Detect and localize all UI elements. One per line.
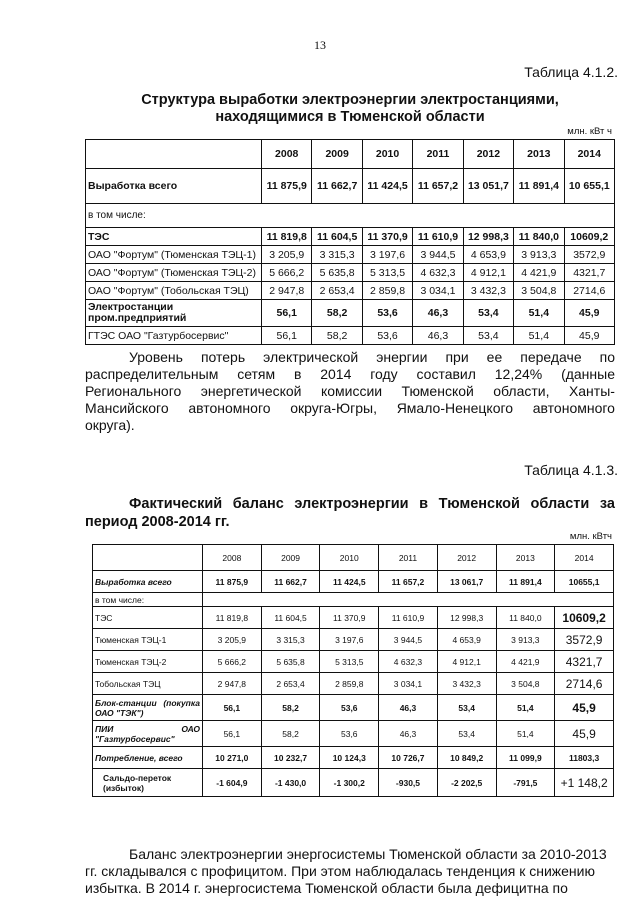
word: 2014 <box>320 366 352 382</box>
table1-header-row <box>86 140 615 169</box>
table1-year: 2010 <box>362 140 412 169</box>
cell: 58,2 <box>261 695 320 721</box>
row-label-line1: Сальдо-переток <box>103 772 172 783</box>
cell: 3 432,3 <box>463 282 513 300</box>
table1-year: 2011 <box>413 140 463 169</box>
word: передаче <box>520 349 582 365</box>
cell: 11 604,5 <box>312 228 362 246</box>
table1-year: 2008 <box>262 140 312 169</box>
table2-year: 2009 <box>261 545 320 571</box>
table-row <box>93 673 614 695</box>
cell: 10 271,0 <box>203 747 262 769</box>
cell: 13 051,7 <box>463 169 513 204</box>
word: 12,24% <box>494 366 543 382</box>
cell: 56,1 <box>203 721 262 747</box>
word: ПИИ <box>95 723 114 734</box>
cell: 2714,6 <box>555 673 614 695</box>
table2-unit: млн. кВтч <box>569 531 612 542</box>
word: ее <box>486 349 503 365</box>
cell: 51,4 <box>496 695 555 721</box>
cell: -791,5 <box>496 769 555 797</box>
word: баланс <box>232 496 284 512</box>
row-label-line1: Электростанции <box>88 301 174 313</box>
row-label-line2: "Газтурбосервис" <box>95 733 175 744</box>
word: автономного <box>188 400 271 416</box>
cell: 4321,7 <box>564 264 614 282</box>
table-row <box>86 169 615 204</box>
row-label: в том числе: <box>86 204 615 228</box>
cell: 4 653,9 <box>463 246 513 264</box>
cell: 11 604,5 <box>261 607 320 629</box>
row-label-line2: ОАО "ТЭК") <box>95 707 144 718</box>
table-row <box>86 327 615 345</box>
cell: 5 313,5 <box>362 264 412 282</box>
word: энергии <box>376 349 428 365</box>
cell: 3 432,3 <box>437 673 496 695</box>
cell: 11 657,2 <box>413 169 463 204</box>
cell: 3 504,8 <box>496 673 555 695</box>
row-label-line1 <box>95 724 200 734</box>
cell: 3 944,5 <box>413 246 463 264</box>
cell: 3 504,8 <box>514 282 564 300</box>
table2-year: 2008 <box>203 545 262 571</box>
paragraph1-line1 <box>85 349 615 366</box>
table-row <box>86 282 615 300</box>
row-label: ТЭС <box>86 228 262 246</box>
row-label: Тобольская ТЭЦ <box>93 673 203 695</box>
word: округа-Югры, <box>290 400 377 416</box>
cell: 10 726,7 <box>379 747 438 769</box>
cell: 46,3 <box>379 721 438 747</box>
cell: 11 875,9 <box>262 169 312 204</box>
cell: 46,3 <box>413 327 463 345</box>
cell: -2 202,5 <box>437 769 496 797</box>
cell: 5 635,8 <box>312 264 362 282</box>
paragraph2-line2: гг. складывался с профицитом. При этом наблюдалась тенденция к снижению <box>85 863 595 879</box>
paragraph2-line1: Баланс электроэнергии энергосистемы Тюменской области за 2010-2013 <box>129 846 607 862</box>
cell: -930,5 <box>379 769 438 797</box>
table-row <box>93 607 614 629</box>
cell: 12 998,3 <box>463 228 513 246</box>
table2-label: Таблица 4.1.3. <box>524 462 618 478</box>
table2-year: 2013 <box>496 545 555 571</box>
cell: 58,2 <box>312 327 362 345</box>
cell: +1 148,2 <box>555 769 614 797</box>
cell: 11 662,7 <box>312 169 362 204</box>
cell: 4 421,9 <box>496 651 555 673</box>
cell: 53,6 <box>362 300 412 327</box>
word: области, <box>493 383 550 399</box>
cell: -1 430,0 <box>261 769 320 797</box>
cell: 56,1 <box>203 695 262 721</box>
row-label: ОАО "Фортум" (Тобольская ТЭЦ) <box>86 282 262 300</box>
word: Блок-станции <box>95 697 157 708</box>
word: за <box>599 496 615 512</box>
cell: 46,3 <box>379 695 438 721</box>
cell: 11803,3 <box>555 747 614 769</box>
cell: 2 947,8 <box>262 282 312 300</box>
cell: 3 205,9 <box>262 246 312 264</box>
cell: 46,3 <box>413 300 463 327</box>
cell: -1 300,2 <box>320 769 379 797</box>
cell: -1 604,9 <box>203 769 262 797</box>
table-row <box>86 300 615 327</box>
cell: 5 313,5 <box>320 651 379 673</box>
paragraph1-line4 <box>85 400 615 417</box>
cell: 11 819,8 <box>262 228 312 246</box>
cell: 45,9 <box>555 721 614 747</box>
table1-title-line1: Структура выработки электроэнергии электростанциями, <box>141 92 559 108</box>
cell: 53,4 <box>437 695 496 721</box>
cell: 2 859,8 <box>320 673 379 695</box>
table-row <box>86 204 615 228</box>
table-row <box>93 593 614 607</box>
cell: 4 912,1 <box>463 264 513 282</box>
table2-title-line1 <box>85 495 615 513</box>
cell: 3 034,1 <box>413 282 463 300</box>
cell: 11 610,9 <box>379 607 438 629</box>
row-label-line1 <box>95 698 200 708</box>
cell: 53,6 <box>362 327 412 345</box>
word: сетям <box>237 366 276 382</box>
row-label: Тюменская ТЭЦ-1 <box>93 629 203 651</box>
table2-header-blank <box>93 545 203 571</box>
cell: 11 662,7 <box>261 571 320 593</box>
cell: 5 635,8 <box>261 651 320 673</box>
cell: 58,2 <box>261 721 320 747</box>
cell: 10 655,1 <box>564 169 614 204</box>
cell: 3 205,9 <box>203 629 262 651</box>
cell: 4 632,3 <box>379 651 438 673</box>
row-label <box>93 769 203 797</box>
cell: 11 875,9 <box>203 571 262 593</box>
cell: 4 632,3 <box>413 264 463 282</box>
word: Мансийского <box>85 400 169 416</box>
cell: 2 653,4 <box>312 282 362 300</box>
cell: 11 891,4 <box>496 571 555 593</box>
cell: 51,4 <box>496 721 555 747</box>
table-row <box>93 571 614 593</box>
row-label: ОАО "Фортум" (Тюменская ТЭЦ-2) <box>86 264 262 282</box>
table-row <box>93 629 614 651</box>
word: Регионального <box>85 383 182 399</box>
cell: 5 666,2 <box>262 264 312 282</box>
row-label: Выработка всего <box>93 571 203 593</box>
table1-title-line2: находящимися в Тюменской области <box>215 109 485 125</box>
cell: 11 819,8 <box>203 607 262 629</box>
table2-year: 2014 <box>555 545 614 571</box>
table-row <box>93 651 614 673</box>
cell: 4 912,1 <box>437 651 496 673</box>
word: ОАО <box>181 723 200 734</box>
cell: 2 859,8 <box>362 282 412 300</box>
cell: 10 232,7 <box>261 747 320 769</box>
cell: 3 944,5 <box>379 629 438 651</box>
cell: 3 913,3 <box>514 246 564 264</box>
word: области <box>530 496 590 512</box>
table2 <box>92 544 614 797</box>
table-row <box>93 747 614 769</box>
cell: 4 653,9 <box>437 629 496 651</box>
cell: 2 653,4 <box>261 673 320 695</box>
word: потерь <box>200 349 246 365</box>
cell: 3572,9 <box>564 246 614 264</box>
table1 <box>85 139 615 345</box>
word: Уровень <box>129 349 183 365</box>
row-label: Потребление, всего <box>93 747 203 769</box>
cell: 2 947,8 <box>203 673 262 695</box>
word: году <box>370 366 398 382</box>
table1-unit: млн. кВт ч <box>567 126 612 137</box>
cell: 10609,2 <box>564 228 614 246</box>
table1-year: 2009 <box>312 140 362 169</box>
word: Тюменской <box>438 496 520 512</box>
word: энергетической <box>200 383 302 399</box>
cell: 58,2 <box>312 300 362 327</box>
table-row <box>93 769 614 797</box>
cell: 4321,7 <box>555 651 614 673</box>
cell: 45,9 <box>564 327 614 345</box>
table2-title-line2: период 2008-2014 гг. <box>85 514 230 530</box>
paragraph1-line5: округа). <box>85 417 135 433</box>
cell: 3 034,1 <box>379 673 438 695</box>
page-number: 13 <box>314 38 326 52</box>
table2-year: 2011 <box>379 545 438 571</box>
word: распределительным <box>85 366 219 382</box>
cell: 53,4 <box>463 300 513 327</box>
cell: 3 913,3 <box>496 629 555 651</box>
table2-header-row <box>93 545 614 571</box>
cell: 51,4 <box>514 327 564 345</box>
word: Ямало-Ненецкого <box>396 400 514 416</box>
row-label: ТЭС <box>93 607 203 629</box>
paragraph2-line3: избытка. В 2014 г. энергосистема Тюменской области была дефицитна по <box>85 880 568 896</box>
cell: 53,6 <box>320 695 379 721</box>
word: комиссии <box>320 383 383 399</box>
cell: 3 197,6 <box>320 629 379 651</box>
cell: 11 370,9 <box>320 607 379 629</box>
row-label-line2: (избыток) <box>103 782 144 793</box>
paragraph2 <box>85 846 615 897</box>
word: Ханты- <box>568 383 615 399</box>
table1-label: Таблица 4.1.2. <box>524 64 618 80</box>
cell: 4 421,9 <box>514 264 564 282</box>
cell: 11 840,0 <box>496 607 555 629</box>
table-row <box>93 721 614 747</box>
cell: 3 315,3 <box>312 246 362 264</box>
row-label: ОАО "Фортум" (Тюменская ТЭЦ-1) <box>86 246 262 264</box>
paragraph1-line3 <box>85 383 615 400</box>
cell: 3 315,3 <box>261 629 320 651</box>
table2-year: 2010 <box>320 545 379 571</box>
cell: 11 891,4 <box>514 169 564 204</box>
word: в <box>419 496 429 512</box>
row-label <box>93 695 203 721</box>
word: при <box>445 349 469 365</box>
cell: 12 998,3 <box>437 607 496 629</box>
cell: 13 061,7 <box>437 571 496 593</box>
cell: 11 099,9 <box>496 747 555 769</box>
row-label: ГТЭС ОАО "Газтурбосервис" <box>86 327 262 345</box>
paragraph1 <box>85 349 615 434</box>
cell: 5 666,2 <box>203 651 262 673</box>
table1-year: 2014 <box>564 140 614 169</box>
row-label <box>86 300 262 327</box>
cell: 10655,1 <box>555 571 614 593</box>
table-row <box>86 228 615 246</box>
cell: 56,1 <box>262 327 312 345</box>
cell: 45,9 <box>555 695 614 721</box>
word: по <box>599 349 615 365</box>
table1-header-blank <box>86 140 262 169</box>
cell: 3572,9 <box>555 629 614 651</box>
cell: 11 424,5 <box>320 571 379 593</box>
word: Фактический <box>129 496 223 512</box>
row-label: Выработка всего <box>86 169 262 204</box>
cell: 53,6 <box>320 721 379 747</box>
row-label: Тюменская ТЭЦ-2 <box>93 651 203 673</box>
cell: 56,1 <box>262 300 312 327</box>
word: (покупка <box>163 697 200 708</box>
word: в <box>293 366 302 382</box>
table2-title <box>85 495 615 531</box>
word: электроэнергии <box>294 496 409 512</box>
cell: 2714,6 <box>564 282 614 300</box>
cell: 11 370,9 <box>362 228 412 246</box>
cell: 11 840,0 <box>514 228 564 246</box>
table2-year: 2012 <box>437 545 496 571</box>
table1-year: 2013 <box>514 140 564 169</box>
cell: 11 657,2 <box>379 571 438 593</box>
table-row <box>86 246 615 264</box>
row-label-line2: пром.предприятий <box>88 312 187 324</box>
paragraph1-line2 <box>85 366 615 383</box>
cell: 10 849,2 <box>437 747 496 769</box>
row-label: в том числе: <box>93 593 203 607</box>
cell: 3 197,6 <box>362 246 412 264</box>
cell: 51,4 <box>514 300 564 327</box>
table-row <box>86 264 615 282</box>
cell: 45,9 <box>564 300 614 327</box>
word: автономного <box>532 400 615 416</box>
table1-year: 2012 <box>463 140 513 169</box>
word: Тюменской <box>401 383 474 399</box>
word: составил <box>416 366 476 382</box>
cell: 11 610,9 <box>413 228 463 246</box>
table-row <box>93 695 614 721</box>
table1-title <box>90 92 610 126</box>
row-label <box>93 721 203 747</box>
word: (данные <box>561 366 615 382</box>
cell: 53,4 <box>463 327 513 345</box>
cell: 11 424,5 <box>362 169 412 204</box>
cell: 10609,2 <box>555 607 614 629</box>
cell: 10 124,3 <box>320 747 379 769</box>
cell: 53,4 <box>437 721 496 747</box>
word: электрической <box>263 349 359 365</box>
cell-blank <box>203 593 614 607</box>
